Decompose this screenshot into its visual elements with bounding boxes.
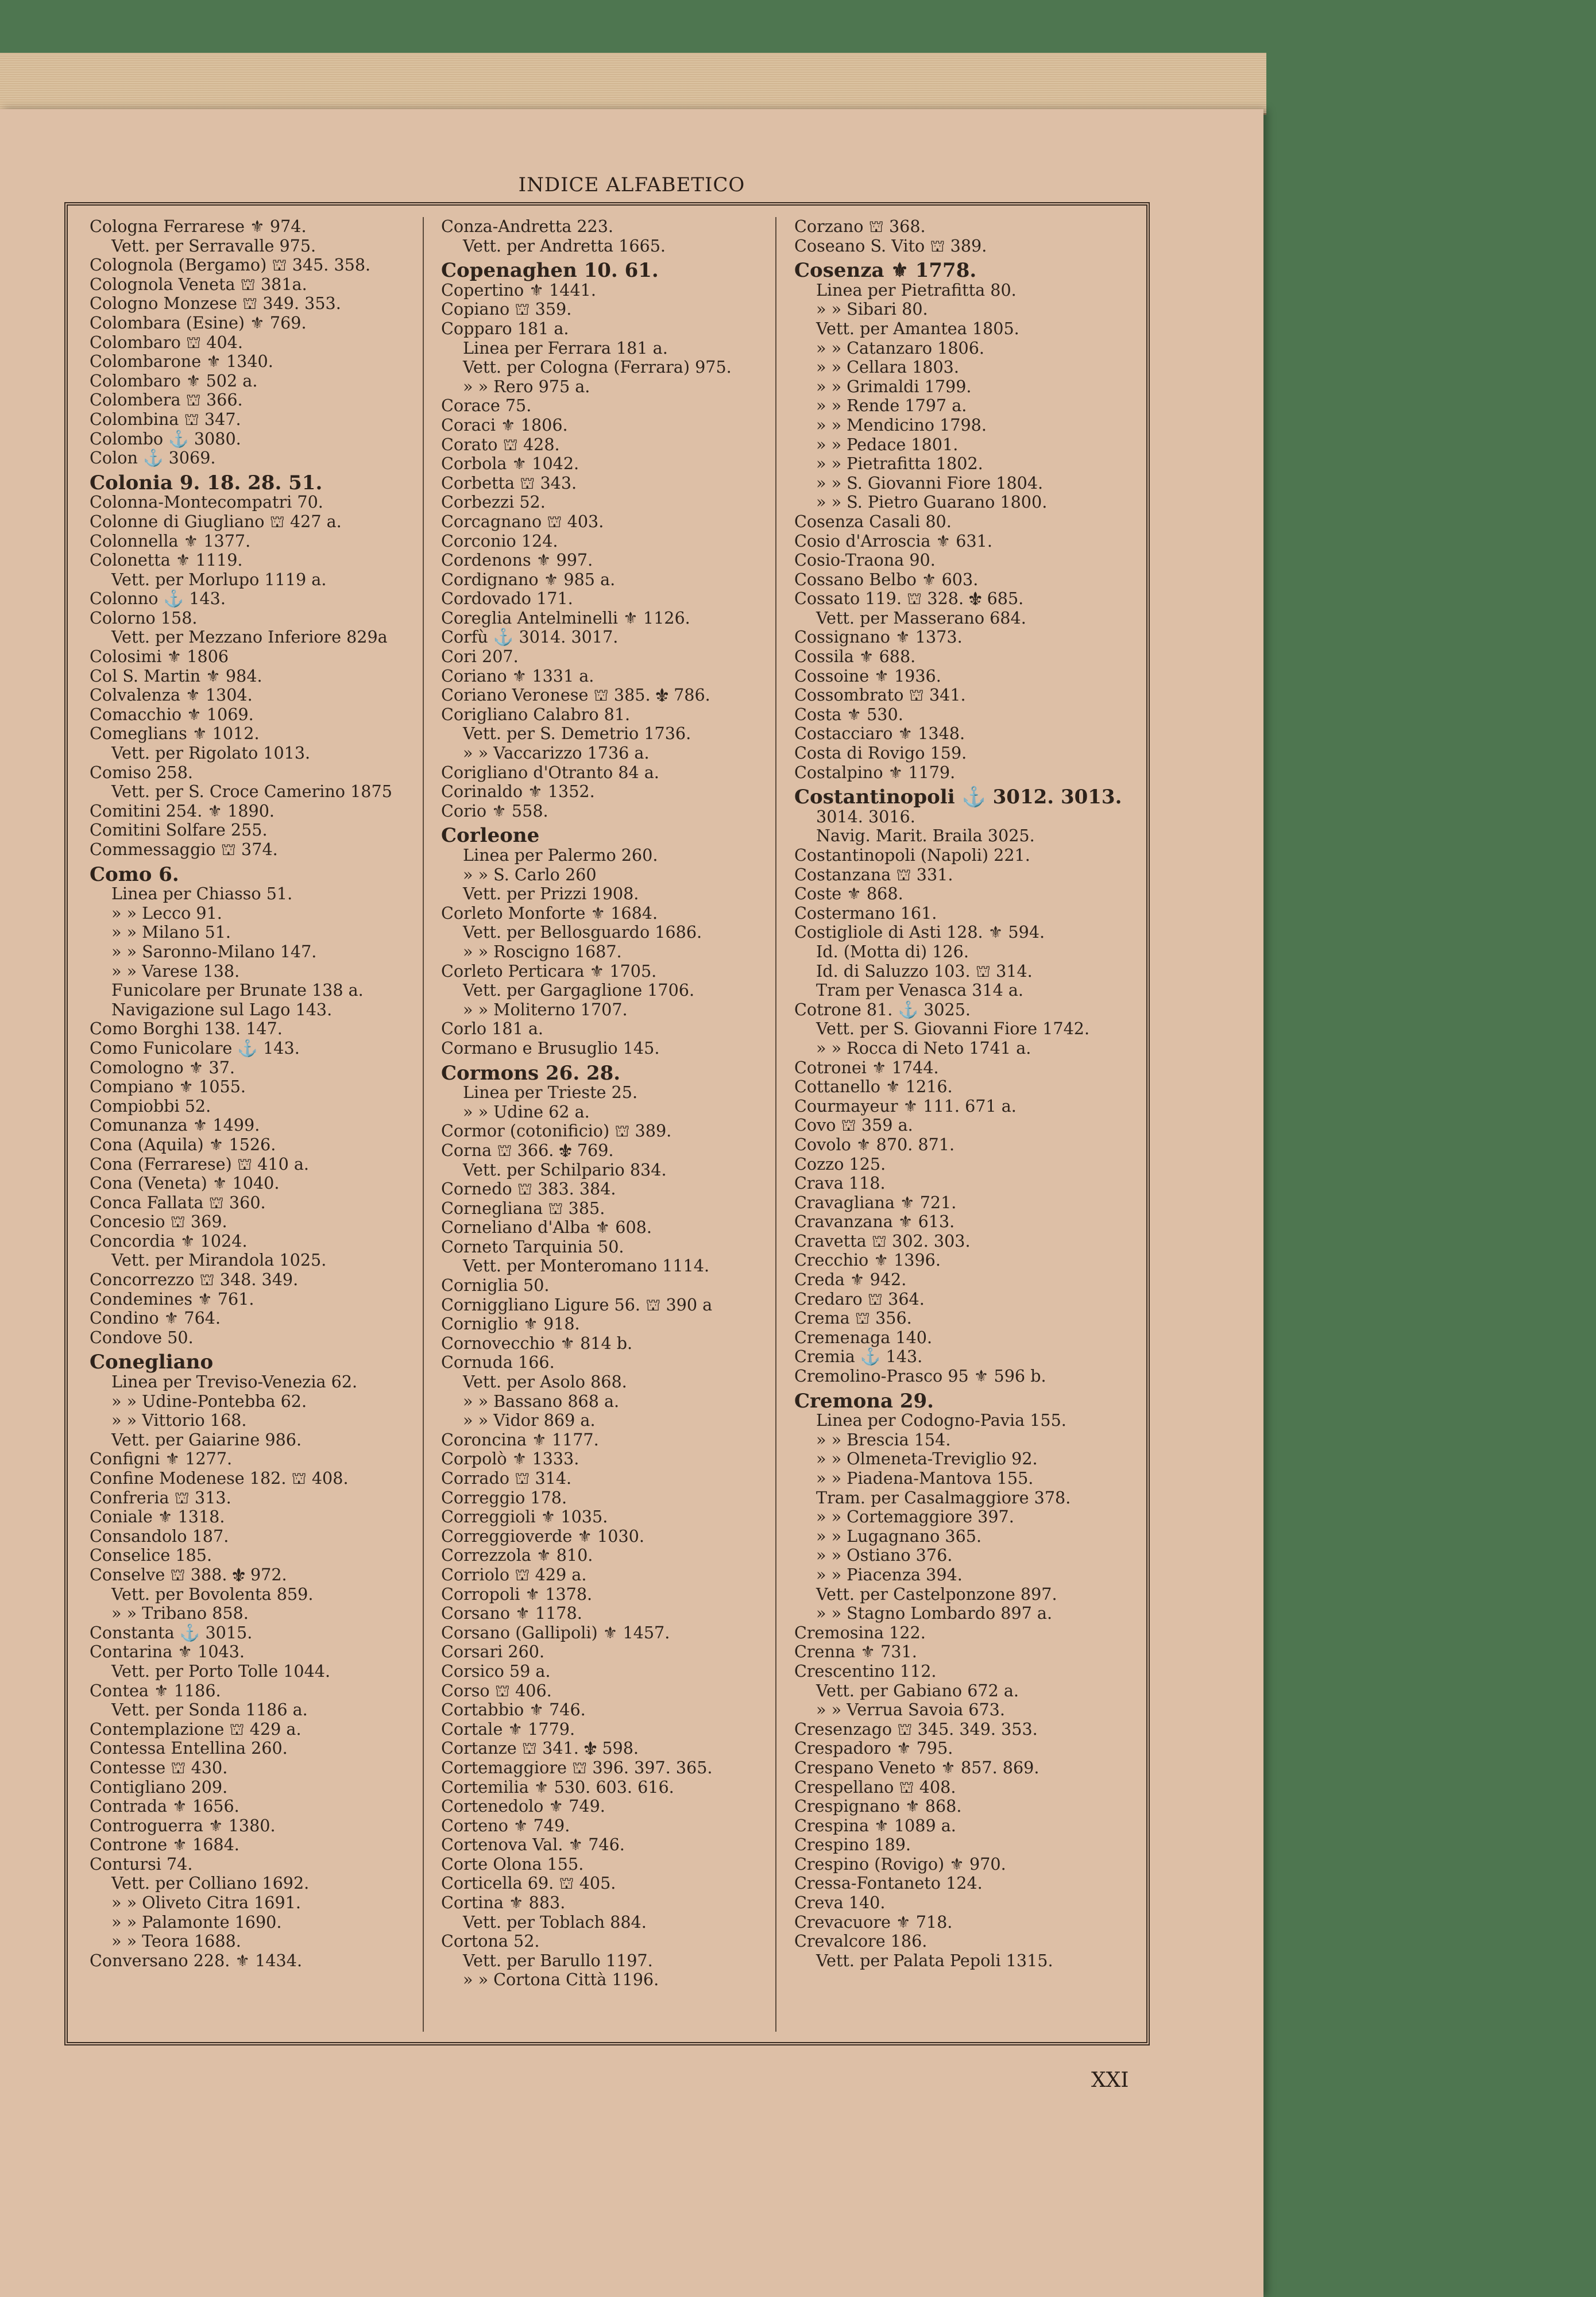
index-entry: » » Sibari 80.	[816, 299, 928, 319]
index-entry: Cosenza Casali 80.	[794, 511, 952, 531]
index-entry: Confreria ⛫ 313.	[90, 1487, 231, 1507]
index-entry: Colonno ⚓ 143.	[90, 589, 226, 609]
index-entry: Cozzo 125.	[794, 1154, 886, 1174]
index-entry: Corte Olona 155.	[441, 1854, 584, 1874]
index-entry: » » Roscigno 1687.	[463, 941, 622, 961]
index-entry: Cori 207.	[441, 647, 519, 667]
index-entry: Conza-Andretta 223.	[441, 217, 614, 236]
index-entry: » » Pedace 1801.	[816, 434, 959, 454]
index-entry: Crava 118.	[794, 1173, 886, 1193]
index-entry: Creva 140.	[794, 1893, 886, 1913]
index-entry: Crespadoro ⚜ 795.	[794, 1738, 953, 1758]
index-entry: Cornovecchio ⚜ 814 b.	[441, 1333, 633, 1353]
index-entry: Cravetta ⛫ 302. 303.	[794, 1231, 971, 1251]
index-entry: Cormor (cotonificio) ⛫ 389.	[441, 1121, 672, 1141]
index-entry: Crevacuore ⚜ 718.	[794, 1912, 953, 1932]
index-entry: Crevalcore 186.	[794, 1931, 928, 1951]
index-entry: Commessaggio ⛫ 374.	[90, 840, 278, 859]
index-heading: Como 6.	[90, 863, 179, 886]
index-entry: Cornegliana ⛫ 385.	[441, 1198, 605, 1218]
index-entry: Corbola ⚜ 1042.	[441, 454, 579, 474]
index-entry: Conselice 185.	[90, 1545, 212, 1565]
index-entry: Corna ⛫ 366. ⚜ 769.	[441, 1140, 614, 1160]
index-entry: » » Bassano 868 a.	[463, 1391, 620, 1411]
index-entry: Cona (Veneta) ⚜ 1040.	[90, 1173, 280, 1193]
index-entry: » » Olmeneta-Treviglio 92.	[816, 1449, 1038, 1469]
index-entry: Cotrone 81. ⚓ 3025.	[794, 999, 971, 1019]
index-entry: Corsano (Gallipoli) ⚜ 1457.	[441, 1622, 670, 1642]
index-entry: Cordovado 171.	[441, 589, 573, 609]
index-column-2	[441, 217, 786, 2026]
index-entry: Vett. per Palata Pepoli 1315.	[816, 1950, 1053, 1970]
index-column-1	[90, 217, 434, 2026]
index-entry: Conselve ⛫ 388. ⚜ 972.	[90, 1564, 287, 1584]
index-entry: Costermano 161.	[794, 903, 937, 923]
index-entry: Coreglia Antelminelli ⚜ 1126.	[441, 608, 690, 628]
index-entry: Contemplazione ⛫ 429 a.	[90, 1719, 302, 1739]
index-entry: Vett. per Porto Tolle 1044.	[111, 1661, 331, 1681]
index-entry: Cossoine ⚜ 1936.	[794, 666, 941, 686]
index-entry: Vett. per S. Demetrio 1736.	[463, 724, 691, 744]
index-entry: Cremolino-Prasco 95 ⚜ 596 b.	[794, 1366, 1046, 1386]
index-entry: » » S. Pietro Guarano 1800.	[816, 492, 1048, 512]
running-head: INDICE ALFABETICO	[518, 173, 745, 196]
index-entry: » » Piacenza 394.	[816, 1564, 963, 1584]
index-entry: Creda ⚜ 942.	[794, 1270, 907, 1290]
index-entry: Cortenedolo ⚜ 749.	[441, 1796, 605, 1816]
index-entry: Corcagnano ⛫ 403.	[441, 511, 604, 531]
index-heading: Costantinopoli ⚓ 3012. 3013.	[794, 786, 1122, 809]
index-entry: Cortanze ⛫ 341. ⚜ 598.	[441, 1738, 639, 1758]
index-heading: Conegliano	[90, 1351, 214, 1374]
index-entry: Comiso 258.	[90, 762, 193, 782]
index-entry: Cormano e Brusuglio 145.	[441, 1038, 660, 1058]
column-rule	[423, 217, 424, 2032]
index-entry: » » Udine 62 a.	[463, 1101, 590, 1122]
index-entry: Contursi 74.	[90, 1854, 193, 1874]
index-entry: Corrado ⛫ 314.	[441, 1468, 572, 1488]
index-entry: Covolo ⚜ 870. 871.	[794, 1134, 955, 1154]
index-entry: Cremenaga 140.	[794, 1327, 933, 1347]
index-entry: Cona (Aquila) ⚜ 1526.	[90, 1134, 276, 1154]
index-entry: Vett. per Barullo 1197.	[463, 1950, 653, 1970]
index-entry: Vett. per Sonda 1186 a.	[111, 1700, 308, 1720]
index-entry: Colonetta ⚜ 1119.	[90, 550, 243, 570]
index-entry: Contessa Entellina 260.	[90, 1738, 288, 1758]
index-entry: Corneto Tarquinia 50.	[441, 1236, 624, 1256]
index-entry: Corbezzi 52.	[441, 492, 546, 512]
index-entry: Controne ⚜ 1684.	[90, 1835, 239, 1855]
index-entry: Coriano Veronese ⛫ 385. ⚜ 786.	[441, 685, 710, 705]
index-heading: Cormons 26. 28.	[441, 1061, 621, 1085]
index-entry: Corso ⛫ 406.	[441, 1680, 552, 1700]
index-entry: Corconio 124.	[441, 531, 558, 551]
index-entry: Colombarone ⚜ 1340.	[90, 351, 273, 372]
index-entry: » » Brescia 154.	[816, 1429, 951, 1449]
index-column-3	[794, 217, 1139, 2026]
index-entry: Covo ⛫ 359 a.	[794, 1115, 913, 1135]
index-entry: Vett. per Castelponzone 897.	[816, 1584, 1057, 1604]
index-entry: Linea per Palermo 260.	[463, 845, 658, 865]
index-entry: Linea per Chiasso 51.	[111, 884, 293, 904]
index-entry: Correggio 178.	[441, 1487, 567, 1507]
index-entry: Linea per Treviso-Venezia 62.	[111, 1372, 358, 1392]
index-entry: Colombara (Esine) ⚜ 769.	[90, 312, 307, 332]
index-entry: Crespellano ⛫ 408.	[794, 1777, 956, 1797]
index-entry: » » Catanzaro 1806.	[816, 338, 984, 358]
index-entry: Cosio d'Arroscia ⚜ 631.	[794, 531, 992, 551]
index-entry: Concordia ⚜ 1024.	[90, 1231, 248, 1251]
index-entry: Corsico 59 a.	[441, 1661, 551, 1681]
index-entry: Vett. per S. Giovanni Fiore 1742.	[816, 1019, 1090, 1039]
index-entry: Corneliano d'Alba ⚜ 608.	[441, 1217, 652, 1238]
index-entry: Cortale ⚜ 1779.	[441, 1719, 575, 1739]
index-entry: » » Lugagnano 365.	[816, 1526, 982, 1546]
index-entry: Cressa-Fontaneto 124.	[794, 1873, 983, 1893]
index-entry: » » Vaccarizzo 1736 a.	[463, 743, 650, 763]
index-entry: Corniggliano Ligure 56. ⛫ 390 a	[441, 1294, 713, 1314]
index-entry: Comacchio ⚜ 1069.	[90, 704, 254, 724]
index-entry: Correggioverde ⚜ 1030.	[441, 1526, 644, 1546]
index-entry: » » Teora 1688.	[111, 1931, 241, 1951]
index-entry: » » Varese 138.	[111, 961, 240, 981]
index-entry: Cossato 119. ⛫ 328. ⚜ 685.	[794, 589, 1024, 609]
index-entry: Tram per Venasca 314 a.	[816, 980, 1024, 1000]
index-entry: » » Rende 1797 a.	[816, 396, 967, 416]
index-entry: » » Milano 51.	[111, 922, 231, 942]
index-entry: Cologno Monzese ⛫ 349. 353.	[90, 293, 341, 314]
index-entry: » » Rero 975 a.	[463, 376, 590, 396]
index-entry: » » Vittorio 168.	[111, 1410, 247, 1430]
index-entry: » » S. Carlo 260	[463, 864, 597, 884]
index-entry: Confine Modenese 182. ⛫ 408.	[90, 1468, 349, 1488]
index-entry: Comologno ⚜ 37.	[90, 1057, 235, 1077]
index-entry: 3014. 3016.	[816, 806, 915, 826]
index-entry: » » Vidor 869 a.	[463, 1410, 596, 1430]
index-entry: Coseano S. Vito ⛫ 389.	[794, 235, 987, 256]
index-entry: » » Verrua Savoia 673.	[816, 1700, 1005, 1720]
index-entry: Cortabbio ⚜ 746.	[441, 1700, 586, 1720]
index-entry: Condove 50.	[90, 1327, 194, 1347]
index-entry: Configni ⚜ 1277.	[90, 1449, 233, 1469]
index-entry: Corigliano Calabro 81.	[441, 704, 631, 724]
index-entry: Crenna ⚜ 731.	[794, 1642, 917, 1662]
index-heading: Colonia 9. 18. 28. 51.	[90, 471, 323, 494]
index-entry: Vett. per Gabiano 672 a.	[816, 1680, 1019, 1700]
index-entry: Costa ⚜ 530.	[794, 704, 903, 724]
index-entry: Corpolò ⚜ 1333.	[441, 1449, 579, 1469]
index-entry: Colonnella ⚜ 1377.	[90, 531, 251, 551]
index-entry: Vett. per Toblach 884.	[463, 1912, 647, 1932]
index-entry: Cossignano ⚜ 1373.	[794, 627, 963, 647]
index-entry: Corleto Perticara ⚜ 1705.	[441, 961, 657, 981]
index-entry: Colombaro ⚜ 502 a.	[90, 370, 258, 390]
index-entry: Contesse ⛫ 430.	[90, 1757, 228, 1777]
index-entry: Corinaldo ⚜ 1352.	[441, 782, 595, 802]
index-entry: Como Borghi 138. 147.	[90, 1019, 283, 1039]
index-entry: Contrada ⚜ 1656.	[90, 1796, 239, 1816]
index-entry: Vett. per Mezzano Inferiore 829a	[111, 627, 388, 647]
index-entry: Contigliano 209.	[90, 1777, 228, 1797]
index-entry: Corace 75.	[441, 396, 532, 416]
index-entry: Colombina ⛫ 347.	[90, 409, 241, 429]
index-entry: Cortona 52.	[441, 1931, 540, 1951]
index-entry: Id. (Motta di) 126.	[816, 941, 969, 961]
index-entry: Vett. per Schilpario 834.	[463, 1159, 667, 1180]
index-entry: » » Cortona Città 1196.	[463, 1970, 659, 1990]
index-entry: Corsano ⚜ 1178.	[441, 1603, 582, 1623]
index-entry: Vett. per Bellosguardo 1686.	[463, 922, 702, 942]
index-entry: » » Udine-Pontebba 62.	[111, 1391, 307, 1411]
index-entry: Linea per Ferrara 181 a.	[463, 338, 668, 358]
index-entry: Cravanzana ⚜ 613.	[794, 1212, 955, 1232]
index-page	[0, 109, 1263, 2297]
index-entry: Copertino ⚜ 1441.	[441, 280, 596, 300]
index-entry: Cossila ⚜ 688.	[794, 647, 916, 667]
index-entry: Condino ⚜ 764.	[90, 1308, 221, 1328]
index-entry: Compiobbi 52.	[90, 1096, 211, 1116]
page-edge-stack	[0, 53, 1266, 115]
index-entry: Linea per Trieste 25.	[463, 1082, 638, 1103]
index-entry: Cossombrato ⛫ 341.	[794, 685, 966, 705]
index-entry: Cremia ⚓ 143.	[794, 1347, 923, 1367]
index-entry: Crescentino 112.	[794, 1661, 937, 1681]
index-entry: Colognola (Bergamo) ⛫ 345. 358.	[90, 255, 371, 275]
index-entry: Colombera ⛫ 366.	[90, 390, 243, 410]
index-entry: » » Ostiano 376.	[816, 1545, 953, 1565]
index-entry: Navig. Marit. Braila 3025.	[816, 826, 1035, 846]
index-entry: Costigliole di Asti 128. ⚜ 594.	[794, 922, 1045, 942]
index-entry: » » Tribano 858.	[111, 1603, 249, 1623]
index-entry: Comitini Solfare 255.	[90, 820, 268, 840]
index-entry: » » Lecco 91.	[111, 903, 222, 923]
index-entry: Cornedo ⛫ 383. 384.	[441, 1179, 616, 1199]
index-entry: Cresenzago ⛫ 345. 349. 353.	[794, 1719, 1038, 1739]
index-entry: Crespano Veneto ⚜ 857. 869.	[794, 1757, 1039, 1777]
index-entry: Corbetta ⛫ 343.	[441, 473, 577, 493]
index-entry: Cosio-Traona 90.	[794, 550, 936, 570]
index-entry: Navigazione sul Lago 143.	[111, 999, 333, 1019]
index-entry: Credaro ⛫ 364.	[794, 1289, 925, 1309]
index-entry: Condemines ⚜ 761.	[90, 1289, 254, 1309]
index-entry: Comeglians ⚜ 1012.	[90, 724, 260, 744]
index-entry: Vett. per Mirandola 1025.	[111, 1250, 327, 1270]
index-entry: Colonne di Giugliano ⛫ 427 a.	[90, 511, 342, 531]
index-entry: Linea per Pietrafitta 80.	[816, 280, 1017, 300]
index-entry: Linea per Codogno-Pavia 155.	[816, 1410, 1066, 1430]
index-entry: Crespino (Rovigo) ⚜ 970.	[794, 1854, 1006, 1874]
index-entry: Corlo 181 a.	[441, 1019, 544, 1039]
index-heading: Cremona 29.	[794, 1389, 934, 1413]
index-entry: Coste ⚜ 868.	[794, 884, 903, 904]
index-entry: Cortina ⚜ 883.	[441, 1893, 566, 1913]
index-entry: Coroncina ⚜ 1177.	[441, 1429, 599, 1449]
index-entry: Cordignano ⚜ 985 a.	[441, 569, 616, 589]
index-entry: Costalpino ⚜ 1179.	[794, 762, 956, 782]
index-frame	[64, 202, 1150, 2045]
index-entry: » » Cellara 1803.	[816, 357, 959, 377]
index-entry: Vett. per Monteromano 1114.	[463, 1256, 710, 1276]
index-heading: Cosenza ⚜ 1778.	[794, 259, 977, 283]
index-entry: » » Rocca di Neto 1741 a.	[816, 1038, 1031, 1058]
index-entry: Crespignano ⚜ 868.	[794, 1796, 962, 1816]
index-entry: Correzzola ⚜ 810.	[441, 1545, 593, 1565]
index-entry: Colonna-Montecompatri 70.	[90, 492, 323, 512]
index-entry: Cordenons ⚜ 997.	[441, 550, 593, 570]
index-entry: Cortemilia ⚜ 530. 603. 616.	[441, 1777, 674, 1797]
index-entry: Cottanello ⚜ 1216.	[794, 1077, 953, 1097]
index-entry: Vett. per Serravalle 975.	[111, 235, 316, 256]
index-entry: Colombo ⚓ 3080.	[90, 428, 241, 448]
index-entry: Corato ⛫ 428.	[441, 434, 560, 454]
index-entry: Vett. per Morlupo 1119 a.	[111, 569, 327, 589]
column-rule	[775, 217, 776, 2032]
index-entry: Colon ⚓ 3069.	[90, 448, 216, 468]
index-entry: Costantinopoli (Napoli) 221.	[794, 845, 1030, 865]
index-entry: Copparo 181 a.	[441, 318, 569, 338]
index-entry: Corniglio ⚜ 918.	[441, 1314, 580, 1334]
index-entry: Copiano ⛫ 359.	[441, 299, 572, 319]
index-entry: Correggioli ⚜ 1035.	[441, 1507, 608, 1527]
index-entry: Corio ⚜ 558.	[441, 801, 548, 821]
index-entry: Cravagliana ⚜ 721.	[794, 1192, 957, 1212]
index-heading: Copenaghen 10. 61.	[441, 259, 659, 283]
index-entry: » » Palamonte 1690.	[111, 1912, 282, 1932]
index-entry: Cona (Ferrarese) ⛫ 410 a.	[90, 1154, 309, 1174]
index-entry: Coraci ⚜ 1806.	[441, 415, 568, 435]
index-entry: Vett. per S. Croce Camerino 1875	[111, 782, 392, 802]
index-entry: » » Cortemaggiore 397.	[816, 1507, 1014, 1527]
index-entry: Coniale ⚜ 1318.	[90, 1507, 225, 1527]
index-entry: Colognola Veneta ⛫ 381a.	[90, 274, 307, 294]
index-entry: Vett. per Masserano 684.	[816, 608, 1026, 628]
index-entry: Costa di Rovigo 159.	[794, 743, 967, 763]
index-entry: » » Pietrafitta 1802.	[816, 454, 983, 474]
index-entry: » » Oliveto Citra 1691.	[111, 1893, 301, 1913]
index-entry: » » Mendicino 1798.	[816, 415, 987, 435]
index-entry: Cossano Belbo ⚜ 603.	[794, 569, 979, 589]
index-entry: Crecchio ⚜ 1396.	[794, 1250, 941, 1270]
index-entry: Compiano ⚜ 1055.	[90, 1077, 246, 1097]
index-entry: Constanta ⚓ 3015.	[90, 1622, 253, 1642]
index-entry: Corniglia 50.	[441, 1275, 550, 1296]
index-entry: Cortemaggiore ⛫ 396. 397. 365.	[441, 1757, 713, 1777]
index-entry: Corsari 260.	[441, 1642, 545, 1662]
index-entry: Vett. per Bovolenta 859.	[111, 1584, 314, 1604]
index-entry: Corticella 69. ⛫ 405.	[441, 1873, 616, 1893]
index-entry: Courmayeur ⚜ 111. 671 a.	[794, 1096, 1017, 1116]
index-entry: Consandolo 187.	[90, 1526, 229, 1546]
index-entry: Vett. per Prizzi 1908.	[463, 884, 639, 904]
index-entry: Contea ⚜ 1186.	[90, 1680, 221, 1700]
index-entry: Vett. per Andretta 1665.	[463, 235, 666, 256]
index-entry: Crema ⛫ 356.	[794, 1308, 912, 1328]
index-entry: Vett. per Asolo 868.	[463, 1372, 627, 1392]
index-entry: Comitini 254. ⚜ 1890.	[90, 801, 275, 821]
index-entry: Colosimi ⚜ 1806	[90, 647, 229, 667]
index-entry: » » Piadena-Mantova 155.	[816, 1468, 1034, 1488]
index-entry: Id. di Saluzzo 103. ⛫ 314.	[816, 961, 1033, 981]
index-entry: Corzano ⛫ 368.	[794, 217, 926, 236]
index-entry: Conversano 228. ⚜ 1434.	[90, 1950, 303, 1970]
index-entry: Cortenova Val. ⚜ 746.	[441, 1835, 625, 1855]
index-entry: Conca Fallata ⛫ 360.	[90, 1192, 266, 1212]
index-entry: Coriano ⚜ 1331 a.	[441, 666, 594, 686]
index-entry: Costanzana ⛫ 331.	[794, 864, 953, 884]
index-entry: Cornuda 166.	[441, 1352, 555, 1372]
index-entry: Comunanza ⚜ 1499.	[90, 1115, 260, 1135]
index-entry: Tram. per Casalmaggiore 378.	[816, 1487, 1071, 1507]
index-entry: Vett. per Cologna (Ferrara) 975.	[463, 357, 732, 377]
index-entry: Vett. per Rigolato 1013.	[111, 743, 311, 763]
index-entry: Cremosina 122.	[794, 1622, 926, 1642]
index-entry: Colombaro ⛫ 404.	[90, 332, 243, 352]
index-entry: Funicolare per Brunate 138 a.	[111, 980, 364, 1000]
index-entry: » » Saronno-Milano 147.	[111, 941, 317, 961]
index-entry: Costacciaro ⚜ 1348.	[794, 724, 965, 744]
page-number: XXI	[1091, 2068, 1129, 2092]
index-entry: Colvalenza ⚜ 1304.	[90, 685, 253, 705]
index-entry: Concorrezzo ⛫ 348. 349.	[90, 1270, 299, 1290]
index-entry: Controguerra ⚜ 1380.	[90, 1815, 276, 1835]
index-entry: Vett. per Gargaglione 1706.	[463, 980, 695, 1000]
index-heading: Corleone	[441, 824, 540, 848]
index-entry: » » Grimaldi 1799.	[816, 376, 972, 396]
index-entry: Cologna Ferrarese ⚜ 974.	[90, 217, 307, 236]
index-entry: Corleto Monforte ⚜ 1684.	[441, 903, 658, 923]
index-entry: Corriolo ⛫ 429 a.	[441, 1564, 587, 1584]
index-entry: » » Stagno Lombardo 897 a.	[816, 1603, 1053, 1623]
index-entry: Concesio ⛫ 369.	[90, 1212, 227, 1232]
index-entry: Contarina ⚜ 1043.	[90, 1642, 245, 1662]
index-entry: Corfù ⚓ 3014. 3017.	[441, 627, 619, 647]
index-entry: Corteno ⚜ 749.	[441, 1815, 570, 1835]
index-entry: Colorno 158.	[90, 608, 198, 628]
index-entry: Cotronei ⚜ 1744.	[794, 1057, 939, 1077]
index-entry: Vett. per Amantea 1805.	[816, 318, 1019, 338]
index-entry: Crespina ⚜ 1089 a.	[794, 1815, 956, 1835]
index-entry: Vett. per Colliano 1692.	[111, 1873, 310, 1893]
index-entry: Col S. Martin ⚜ 984.	[90, 666, 262, 686]
index-entry: Crespino 189.	[794, 1835, 911, 1855]
index-entry: » » S. Giovanni Fiore 1804.	[816, 473, 1044, 493]
index-entry: Corigliano d'Otranto 84 a.	[441, 762, 659, 782]
index-entry: » » Moliterno 1707.	[463, 999, 628, 1019]
index-entry: Como Funicolare ⚓ 143.	[90, 1038, 300, 1058]
index-entry: Vett. per Gaiarine 986.	[111, 1429, 302, 1449]
index-entry: Corropoli ⚜ 1378.	[441, 1584, 593, 1604]
